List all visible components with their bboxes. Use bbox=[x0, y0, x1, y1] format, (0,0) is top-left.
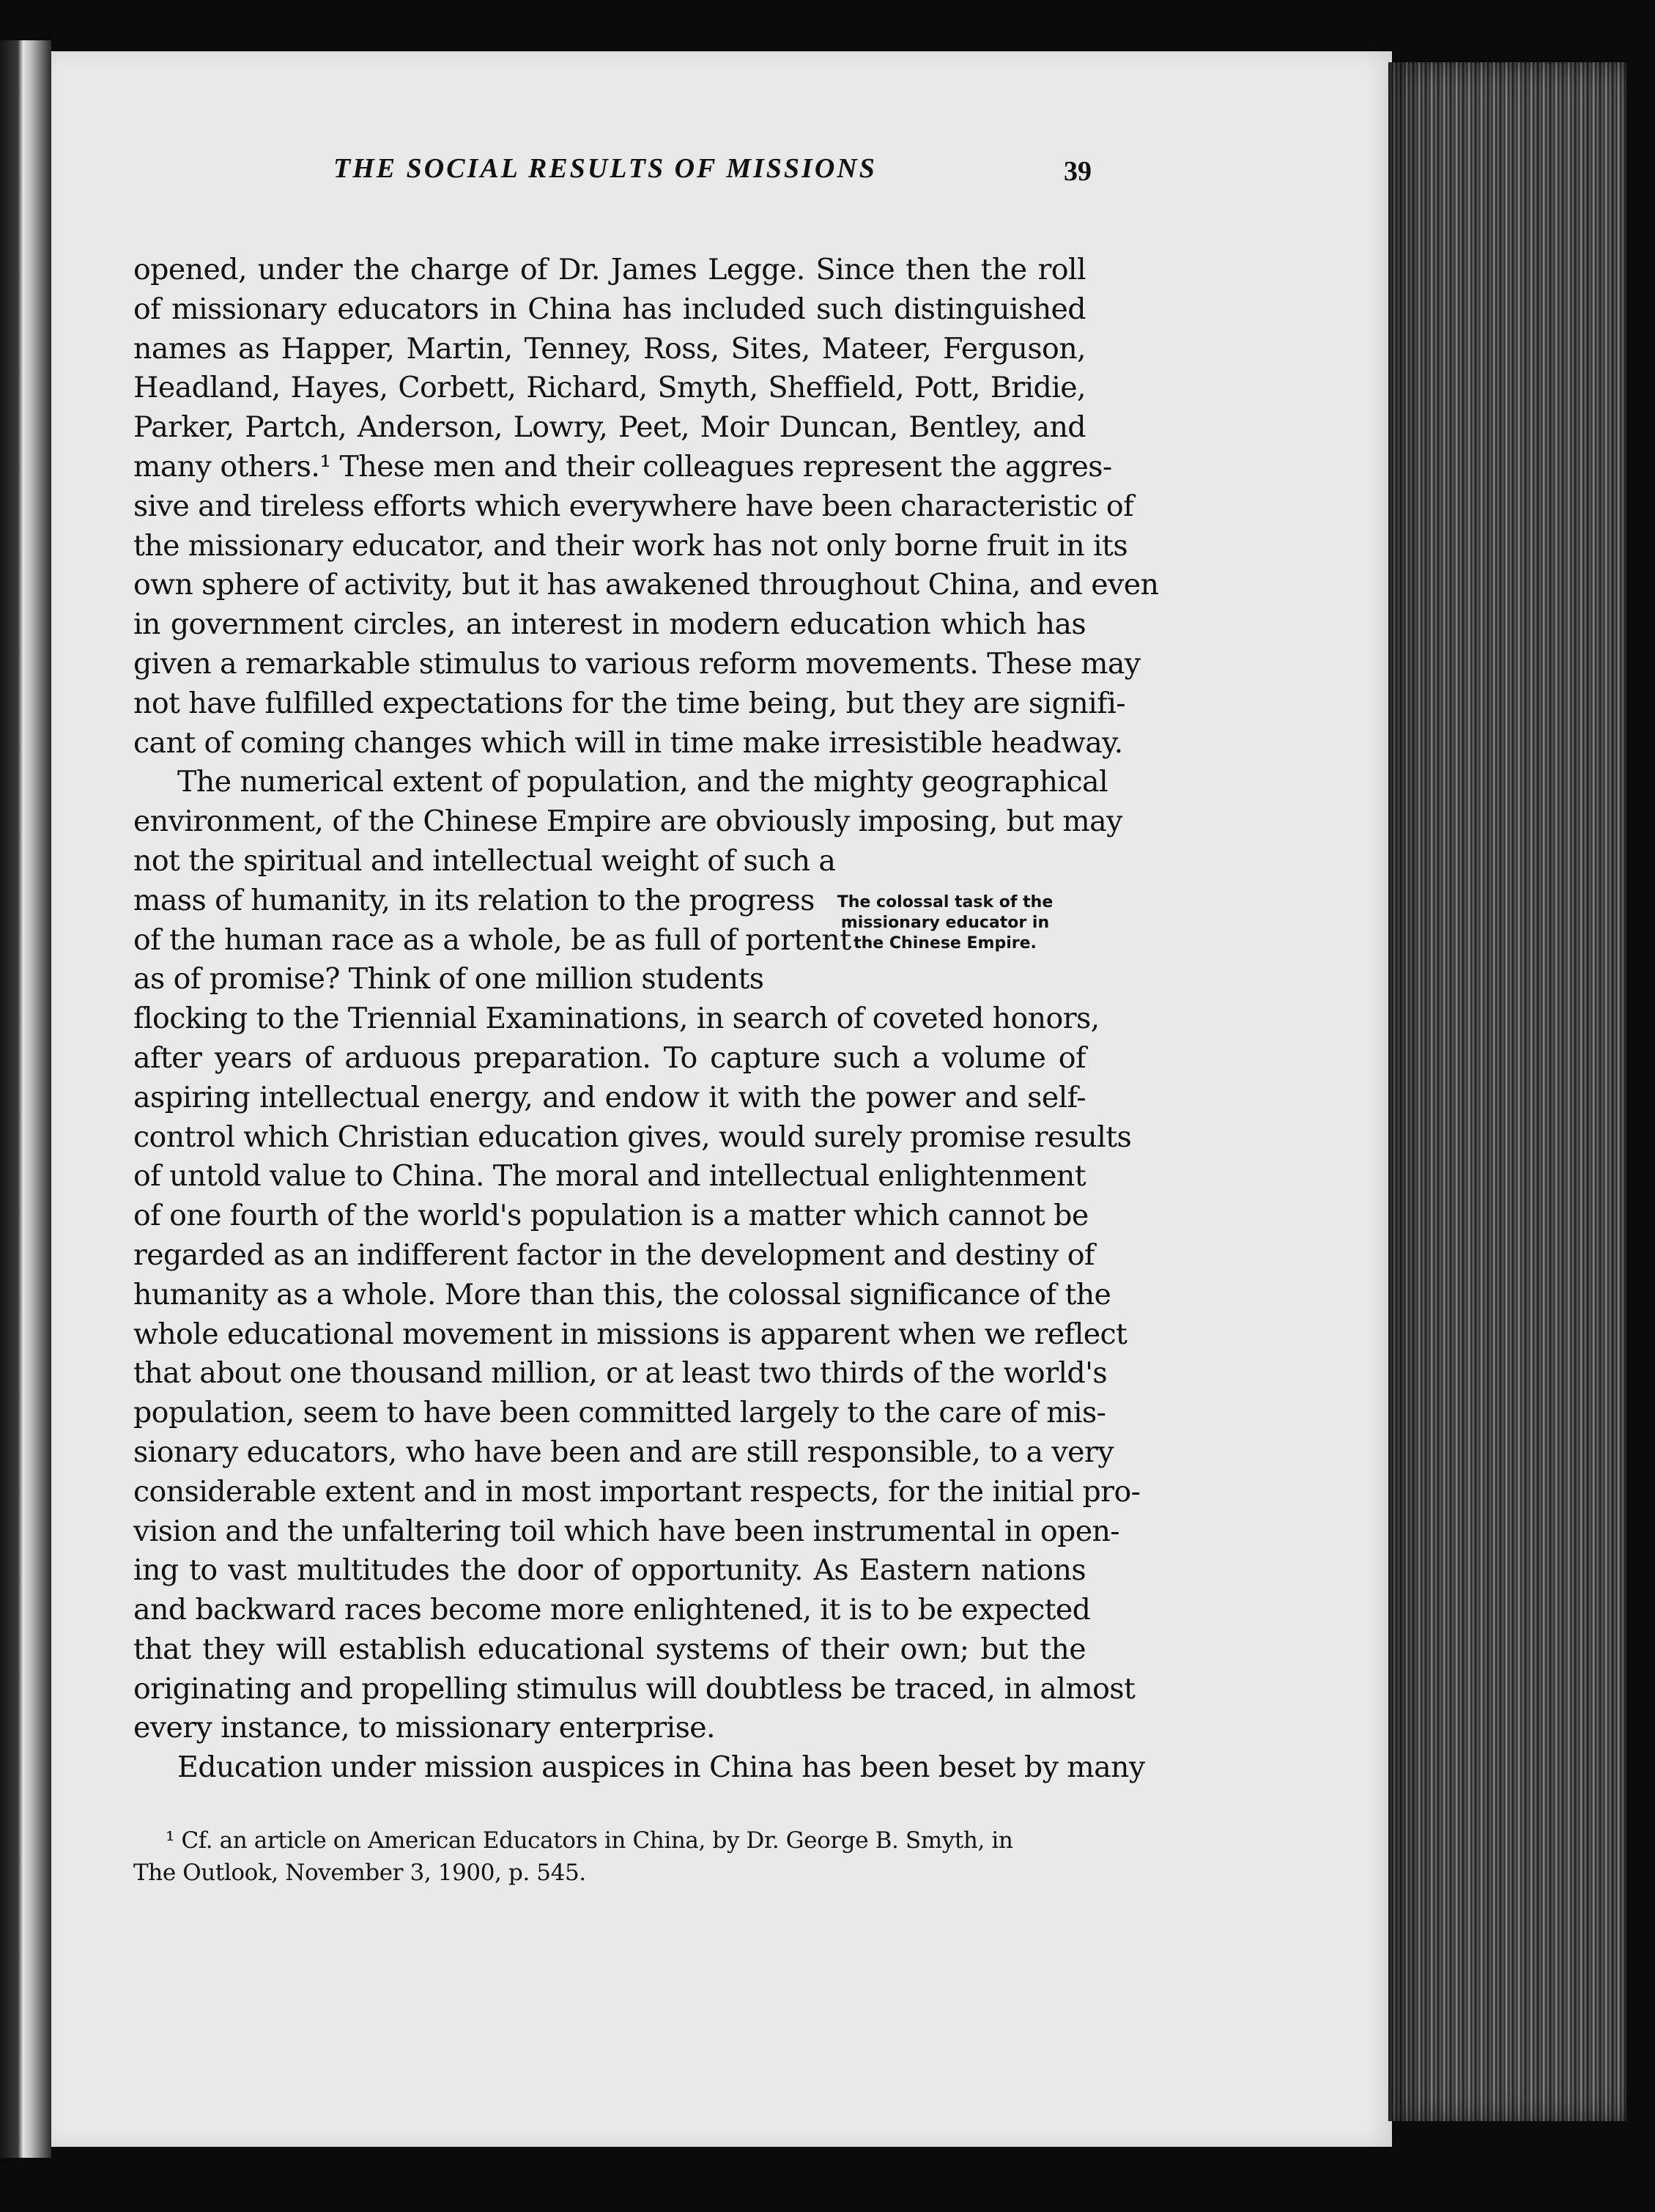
text-line: opened, under the charge of Dr. James Legge. Since then the roll bbox=[133, 253, 1086, 286]
text-line: mass of humanity, in its relation to the progress bbox=[133, 883, 815, 917]
text-line: regarded as an indifferent factor in the development and destiny of bbox=[133, 1238, 1095, 1272]
sidenote-line: missionary educator in bbox=[840, 914, 1050, 932]
text-line: ing to vast multitudes the door of opportunity. As Eastern nations bbox=[133, 1553, 1086, 1588]
book-fore-edge bbox=[1388, 62, 1626, 2121]
text-line: of one fourth of the world's population is a matter which cannot be bbox=[133, 1199, 1089, 1233]
text-line: Parker, Partch, Anderson, Lowry, Peet, Moir Duncan, Bentley, and bbox=[133, 410, 1086, 445]
book-left-edge bbox=[0, 40, 51, 2158]
text-line: control which Christian education gives, would surely promise results bbox=[133, 1120, 1132, 1154]
text-line: Education under mission auspices in China has been beset by many bbox=[177, 1750, 1145, 1785]
text-line: sive and tireless efforts which everywhere have been characteristic of bbox=[133, 489, 1134, 523]
text-line: not have fulfilled expectations for the time being, but they are signifi- bbox=[133, 686, 1125, 720]
text-line: population, seem to have been committed largely to the care of mis- bbox=[133, 1396, 1106, 1430]
text-line: that they will establish educational systems of their own; but the bbox=[133, 1632, 1086, 1666]
text-line: flocking to the Triennial Examinations, in search of coveted honors, bbox=[133, 1002, 1100, 1036]
text-line: environment, of the Chinese Empire are obviously imposing, but may bbox=[133, 804, 1122, 839]
text-line: of the human race as a whole, be as full of portent bbox=[133, 922, 851, 957]
text-line: of untold value to China. The moral and intellectual enlightenment bbox=[133, 1159, 1086, 1194]
text-line: own sphere of activity, but it has awakened throughout China, and even bbox=[133, 568, 1159, 602]
text-line: cant of coming changes which will in time make irresistible headway. bbox=[133, 725, 1123, 760]
text-line: given a remarkable stimulus to various reform movements. These may bbox=[133, 646, 1141, 681]
sidenote-line: The colossal task of the bbox=[837, 893, 1054, 911]
margin-sidenote bbox=[802, 892, 1088, 954]
footnote-line: The Outlook, November 3, 1900, p. 545. bbox=[133, 1860, 586, 1886]
text-line: humanity as a whole. More than this, the colossal significance of the bbox=[133, 1277, 1111, 1312]
text-line: and backward races become more enlightened, it is to be expected bbox=[133, 1593, 1091, 1627]
sidenote-line: the Chinese Empire. bbox=[854, 934, 1037, 953]
text-line: The numerical extent of population, and the mighty geographical bbox=[177, 765, 1108, 799]
text-line: many others.¹ These men and their colleagues represent the aggres- bbox=[133, 449, 1112, 484]
text-line: whole educational movement in missions is apparent when we reflect bbox=[133, 1317, 1128, 1351]
text-line: as of promise? Think of one million students bbox=[133, 962, 764, 996]
text-line: names as Happer, Martin, Tenney, Ross, Sites, Mateer, Ferguson, bbox=[133, 331, 1086, 366]
page-header bbox=[81, 147, 1092, 198]
text-line: that about one thousand million, or at least two thirds of the world's bbox=[133, 1356, 1108, 1391]
text-line: in government circles, an interest in modern education which has bbox=[133, 607, 1086, 642]
text-line: vision and the unfaltering toil which have been instrumental in open- bbox=[133, 1514, 1120, 1548]
body-text bbox=[133, 251, 1159, 1788]
footnote-line: ¹ Cf. an article on American Educators in China, by Dr. George B. Smyth, in bbox=[166, 1827, 1013, 1854]
text-line: considerable extent and in most important respects, for the initial pro- bbox=[133, 1474, 1141, 1509]
running-head: THE SOCIAL RESULTS OF MISSIONS bbox=[333, 153, 877, 184]
text-line: not the spiritual and intellectual weight of such a bbox=[133, 843, 836, 878]
text-line: the missionary educator, and their work has not only borne fruit in its bbox=[133, 528, 1128, 563]
footnote bbox=[133, 1824, 1086, 1889]
text-line: after years of arduous preparation. To capture such a volume of bbox=[133, 1040, 1086, 1075]
text-line: of missionary educators in China has included such distinguished bbox=[133, 292, 1086, 326]
text-line: every instance, to missionary enterprise. bbox=[133, 1711, 715, 1745]
text-line: Headland, Hayes, Corbett, Richard, Smyth, Sheffield, Pott, Bridie, bbox=[133, 371, 1086, 405]
text-line: sionary educators, who have been and are still responsible, to a very bbox=[133, 1435, 1114, 1469]
text-line: aspiring intellectual energy, and endow it with the power and self- bbox=[133, 1080, 1086, 1114]
text-line: originating and propelling stimulus will doubtless be traced, in almost bbox=[133, 1671, 1136, 1706]
page-number: 39 bbox=[1064, 156, 1092, 187]
